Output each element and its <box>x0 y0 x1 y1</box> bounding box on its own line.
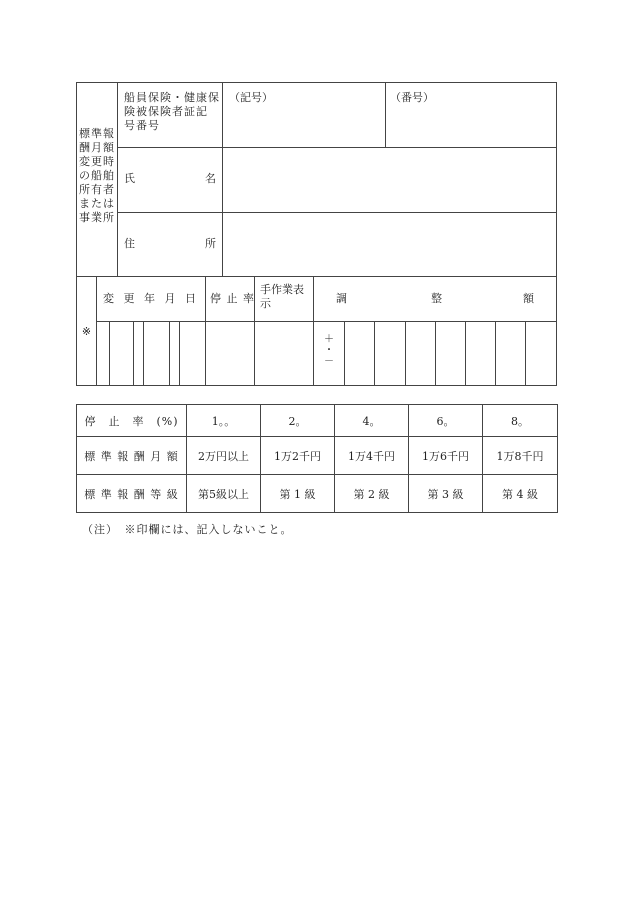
stop-rate-header <box>205 276 255 322</box>
name-label-cell <box>117 147 223 213</box>
label-line: 所有者 <box>79 183 115 196</box>
rate-cell: 6。 <box>408 404 483 437</box>
label-line: 標準報 <box>79 127 115 140</box>
divider <box>374 321 375 385</box>
rate-cell: 1万8千円 <box>482 436 558 475</box>
adjustment-label-2: 整 <box>431 292 442 305</box>
label-line: または <box>79 197 115 210</box>
rate-cell: 第 4 級 <box>482 474 558 513</box>
address-label-2: 所 <box>205 237 216 250</box>
divider <box>179 321 180 385</box>
label-line: 船員保険・健康保 <box>124 91 220 104</box>
name-label-2: 名 <box>205 172 216 185</box>
rate-cell: 2万円以上 <box>186 436 261 475</box>
divider <box>344 321 345 385</box>
rate-row-header: 標 準 報 酬 等 級 <box>76 474 187 513</box>
rate-cell: 第 2 級 <box>334 474 409 513</box>
rate-cell: 1万4千円 <box>334 436 409 475</box>
address-field[interactable] <box>222 212 557 277</box>
label-line: 号番号 <box>124 119 160 132</box>
address-label-1: 住 <box>124 237 135 250</box>
address-label-cell <box>117 212 223 277</box>
divider <box>254 321 255 385</box>
label-line: 酬月額 <box>79 141 115 154</box>
rate-cell: 1万6千円 <box>408 436 483 475</box>
divider <box>205 321 206 385</box>
manual-header <box>254 276 314 322</box>
divider <box>405 321 406 385</box>
insurance-number-label-cell <box>117 82 223 148</box>
rate-row-header: 停 止 率 (%) <box>76 404 187 437</box>
label-line: 事業所 <box>79 211 115 224</box>
rate-cell: 8。 <box>482 404 558 437</box>
rate-cell: 第5級以上 <box>186 474 261 513</box>
adjustment-label-3: 額 <box>523 292 534 305</box>
rate-cell: 1万2千円 <box>260 436 335 475</box>
symbol-label: （記号） <box>229 91 273 104</box>
label-line: 険被保険者証記 <box>124 105 208 118</box>
adjustment-header <box>313 276 557 322</box>
rate-cell: 第 1 級 <box>260 474 335 513</box>
manual-label-2: 示 <box>260 297 271 310</box>
owner-section-cell <box>76 82 118 277</box>
rate-cell: 4。 <box>334 404 409 437</box>
number-field[interactable] <box>385 82 557 148</box>
note: （注） ※印欄には、記入しないこと。 <box>82 523 293 536</box>
divider <box>133 321 134 385</box>
change-date-header <box>96 276 206 322</box>
divider <box>495 321 496 385</box>
rate-cell: 2。 <box>260 404 335 437</box>
symbol-field[interactable] <box>222 82 386 148</box>
rate-cell: 第 3 級 <box>408 474 483 513</box>
sign-indicator: ＋ ・ － <box>324 334 334 367</box>
divider <box>313 321 314 385</box>
office-use-mark: ※ <box>81 324 92 338</box>
office-use-cell <box>76 276 97 386</box>
divider <box>143 321 144 385</box>
manual-label-1: 手作業表 <box>260 283 304 296</box>
insurance-number-label <box>124 91 220 133</box>
divider <box>435 321 436 385</box>
label-line: 変更時 <box>79 155 115 168</box>
label-line: の船舶 <box>79 169 115 182</box>
divider <box>109 321 110 385</box>
adjustment-label-1: 調 <box>336 292 347 305</box>
owner-section-label <box>79 127 115 225</box>
divider <box>525 321 526 385</box>
divider <box>465 321 466 385</box>
rate-cell: 1。。 <box>186 404 261 437</box>
divider <box>169 321 170 385</box>
change-date-label: 変 更 年 月 日 <box>103 292 199 305</box>
name-field[interactable] <box>222 147 557 213</box>
rate-row-header: 標 準 報 酬 月 額 <box>76 436 187 475</box>
name-label-1: 氏 <box>124 172 135 185</box>
stop-rate-label: 停 止 率 <box>210 292 255 305</box>
number-label: （番号） <box>390 91 434 104</box>
